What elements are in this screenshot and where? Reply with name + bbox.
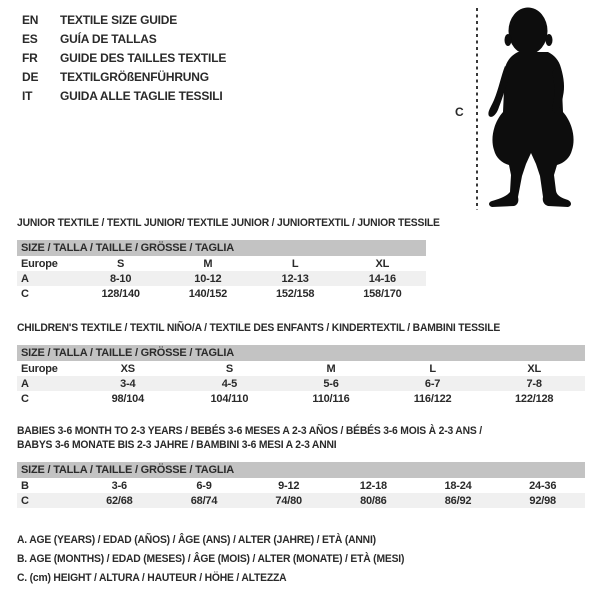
row-cells: [77, 288, 426, 300]
table-cell: 80/86: [360, 494, 387, 507]
table-cell: 110/116: [312, 392, 350, 405]
table-cell: 4-5: [221, 377, 238, 390]
table-cell: 116/122: [413, 392, 452, 405]
table-cell: 3-6: [111, 479, 127, 492]
baby-silhouette-icon: [480, 0, 600, 215]
row-label: A: [21, 272, 29, 285]
table-cell: 7-8: [526, 377, 542, 390]
table-cell: 104/110: [210, 392, 249, 405]
language-title: TEXTILE SIZE GUIDE: [60, 12, 178, 27]
language-row: [22, 67, 226, 86]
table-cell: S: [225, 362, 233, 375]
table-cell: 152/158: [275, 287, 315, 300]
table-cell: S: [117, 257, 125, 270]
table-cell: 68/74: [190, 494, 218, 507]
junior-size-header-band: SIZE / TALLA / TAILLE / GRÖSSE / TAGLIA: [17, 240, 426, 256]
junior-size-table: [17, 256, 426, 301]
language-title: TEXTILGRÖßENFÜHRUNG: [60, 69, 209, 84]
table-cell: 122/128: [514, 392, 554, 405]
language-row: [22, 29, 226, 48]
row-label: C: [21, 392, 29, 405]
children-textile-section: [17, 322, 585, 406]
language-title-list: [22, 10, 226, 105]
language-code: IT: [22, 88, 33, 103]
language-code: DE: [22, 69, 39, 84]
table-cell: L: [429, 362, 436, 375]
row-label: C: [21, 494, 29, 507]
table-cell: 74/80: [275, 494, 302, 507]
table-cell: 10-12: [194, 272, 222, 285]
table-cell: XL: [527, 362, 541, 375]
table-cell: 128/140: [101, 287, 140, 300]
table-cell: 3-4: [120, 377, 136, 390]
table-cell: 18-24: [444, 479, 472, 492]
junior-section-title: JUNIOR TEXTILE / TEXTIL JUNIOR/ TEXTILE JUNIOR / JUNIORTEXTIL / JUNIOR TESSILE: [17, 217, 440, 229]
table-cell: L: [291, 257, 299, 270]
table-row: [17, 286, 426, 301]
table-cell: XS: [120, 362, 135, 375]
table-cell: 9-12: [278, 479, 300, 492]
height-measure-dashed-line: [476, 8, 478, 210]
row-cells: [77, 480, 585, 492]
table-cell: 98/104: [111, 392, 145, 405]
children-size-header-band: SIZE / TALLA / TAILLE / GRÖSSE / TAGLIA: [17, 345, 585, 361]
language-title: GUÍA DE TALLAS: [60, 31, 157, 46]
babies-section-title-line2: BABYS 3-6 MONATE BIS 2-3 JAHRE / BAMBINI 3-6 MESI A 2-3 ANNI: [17, 439, 337, 451]
row-label: Europe: [21, 362, 58, 375]
table-cell: 158/170: [363, 287, 402, 300]
babies-size-header-band: SIZE / TALLA / TAILLE / GRÖSSE / TAGLIA: [17, 462, 585, 478]
table-cell: 92/98: [529, 494, 556, 507]
language-title: GUIDE DES TAILLES TEXTILE: [60, 50, 227, 65]
table-cell: XL: [375, 257, 390, 270]
babies-size-table: [17, 478, 585, 508]
table-cell: 140/152: [188, 287, 228, 300]
row-cells: [77, 495, 585, 507]
row-cells: [77, 363, 585, 375]
table-cell: 24-36: [529, 479, 557, 492]
table-row: [17, 376, 585, 391]
language-code: FR: [22, 50, 38, 65]
table-row: [17, 493, 585, 508]
table-cell: 6-7: [424, 377, 441, 390]
table-cell: M: [203, 257, 213, 270]
language-row: [22, 48, 226, 67]
table-row: [17, 256, 426, 271]
language-row: [22, 10, 226, 29]
junior-textile-section: [17, 217, 440, 301]
row-cells: [77, 258, 426, 270]
row-label: Europe: [21, 257, 58, 270]
table-cell: 14-16: [368, 272, 396, 285]
height-measure-label: C: [455, 105, 464, 119]
language-code: ES: [22, 31, 38, 46]
row-cells: [77, 273, 426, 285]
table-cell: 12-18: [359, 479, 387, 492]
footnote: A. AGE (YEARS) / EDAD (AÑOS) / ÂGE (ANS) / ALTER (JAHRE) / ETÀ (ANNI): [17, 534, 376, 546]
table-cell: M: [326, 362, 336, 375]
row-cells: [77, 378, 585, 390]
language-row: [22, 86, 226, 105]
table-row: [17, 361, 585, 376]
table-cell: 6-9: [196, 479, 212, 492]
table-cell: 86/92: [444, 494, 472, 507]
table-cell: 8-10: [110, 272, 132, 285]
children-size-table: [17, 361, 585, 406]
babies-section-title-line1: BABIES 3-6 MONTH TO 2-3 YEARS / BEBÉS 3-6 MESES A 2-3 AÑOS / BÉBÉS 3-6 MOIS À 2-3 ANS /: [17, 425, 482, 437]
babies-textile-section: [17, 425, 585, 508]
table-cell: 12-13: [281, 272, 309, 285]
row-label: B: [21, 479, 29, 492]
row-label: C: [21, 287, 29, 300]
footnote: B. AGE (MONTHS) / EDAD (MESES) / ÂGE (MOIS) / ALTER (MONATE) / ETÀ (MESI): [17, 553, 405, 565]
table-cell: 62/68: [106, 494, 133, 507]
row-cells: [77, 393, 585, 405]
footnote-list: [17, 531, 429, 588]
children-section-title: CHILDREN'S TEXTILE / TEXTIL NIÑO/A / TEXTILE DES ENFANTS / KINDERTEXTIL / BAMBINI TESSILE: [17, 322, 501, 334]
footnote: C. (cm) HEIGHT / ALTURA / HAUTEUR / HÖHE / ALTEZZA: [17, 572, 287, 584]
row-label: A: [21, 377, 29, 390]
table-row: [17, 391, 585, 406]
table-cell: 5-6: [323, 377, 339, 390]
language-code: EN: [22, 12, 39, 27]
language-title: GUIDA ALLE TAGLIE TESSILI: [60, 88, 223, 103]
table-row: [17, 478, 585, 493]
table-row: [17, 271, 426, 286]
